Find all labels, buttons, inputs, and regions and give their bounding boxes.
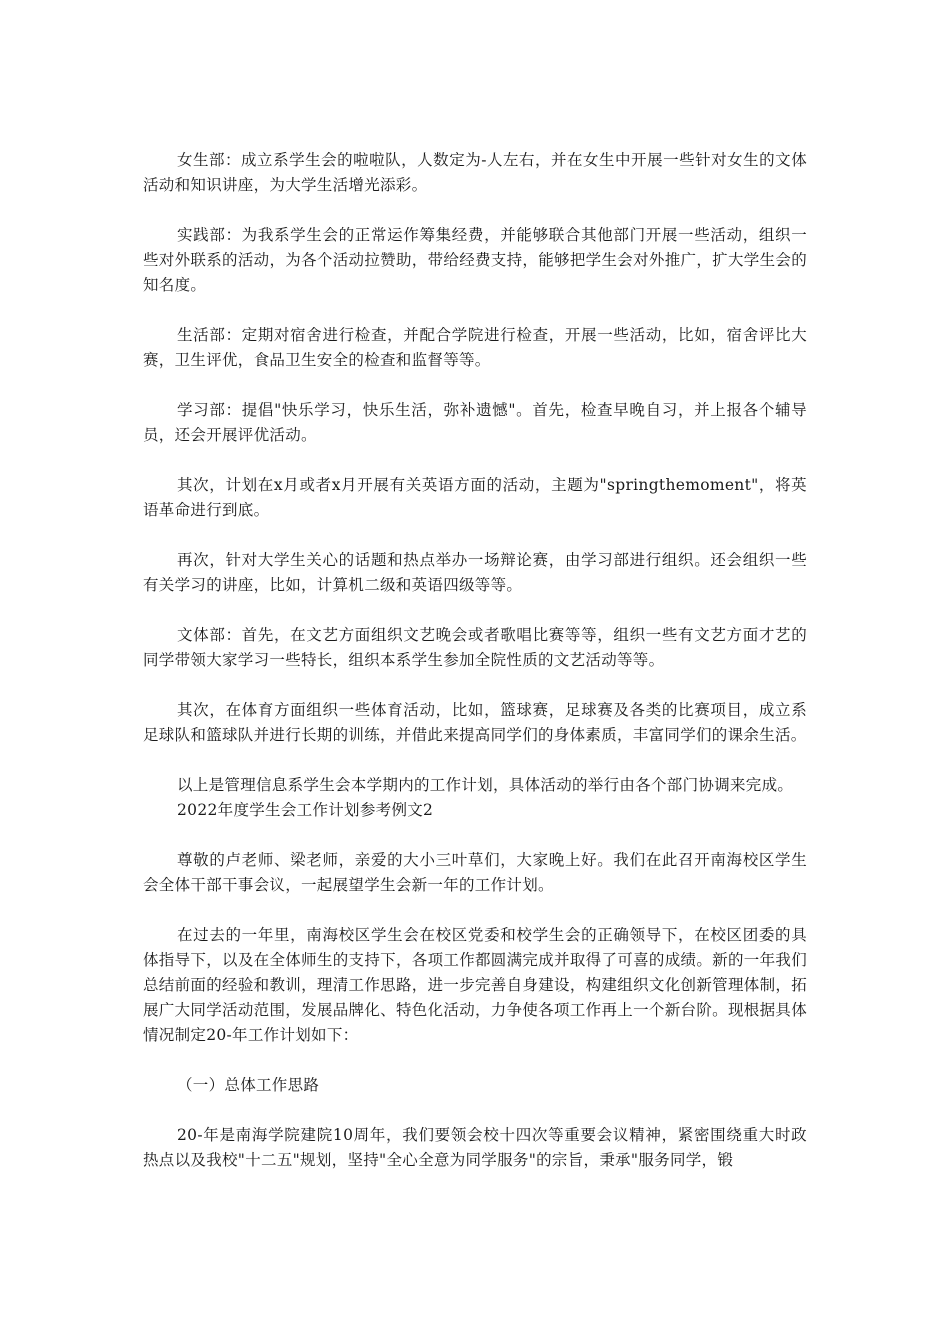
document-page — [143, 148, 807, 1173]
paragraph-review: 在过去的一年里，南海校区学生会在校区党委和校学生会的正确领导下，在校区团委的具体指导下，以及在全体师生的支持下，各项工作都圆满完成并取得了可喜的成绩。新的一年我们总结前面的经验和教训，理清工作思路，进一步完善自身建设，构建组织文化创新管理体制，拓展广大同学活动范围，发展品牌化、特色化活动，力争使各项工作再上一个新台阶。现根据具体情况制定20-年工作计划如下： — [143, 926, 807, 1044]
paragraph-practice-department: 实践部：为我系学生会的正常运作筹集经费，并能够联合其他部门开展一些活动，组织一些对外联系的活动，为各个活动拉赞助，带给经费支持，能够把学生会对外推广，扩大学生会的知名度。 — [143, 226, 807, 294]
section-heading-example-2: 2022年度学生会工作计划参考例文2 — [177, 801, 434, 819]
paragraph-arts-department: 文体部：首先，在文艺方面组织文艺晚会或者歌唱比赛等等，组织一些有文艺方面才艺的同学带领大家学习一些特长，组织本系学生参加全院性质的文艺活动等等。 — [143, 626, 807, 669]
paragraph-summary: 以上是管理信息系学生会本学期内的工作计划，具体活动的举行由各个部门协调来完成。 — [177, 776, 794, 794]
paragraph-study-department: 学习部：提倡"快乐学习，快乐生活，弥补遗憾"。首先，检查早晚自习，并上报各个辅导员，还会开展评优活动。 — [143, 401, 807, 444]
paragraph-anniversary: 20-年是南海学院建院10周年，我们要领会校十四次等重要会议精神，紧密围绕重大时政热点以及我校"十二五"规划，坚持"全心全意为同学服务"的宗旨，秉承"服务同学，锻 — [143, 1126, 807, 1169]
paragraph-debate: 再次，针对大学生关心的话题和热点举办一场辩论赛，由学习部进行组织。还会组织一些有关学习的讲座，比如，计算机二级和英语四级等等。 — [143, 551, 807, 594]
paragraph-life-department: 生活部：定期对宿舍进行检查，并配合学院进行检查，开展一些活动，比如，宿舍评比大赛，卫生评优，食品卫生安全的检查和监督等等。 — [143, 326, 807, 369]
paragraph-sports: 其次，在体育方面组织一些体育活动，比如，篮球赛，足球赛及各类的比赛项目，成立系足球队和篮球队并进行长期的训练，并借此来提高同学们的身体素质，丰富同学们的课余生活。 — [143, 701, 807, 744]
subheading-overall-approach: （一）总体工作思路 — [177, 1076, 320, 1094]
paragraph-english-activity: 其次，计划在x月或者x月开展有关英语方面的活动，主题为"springthemoment"，将英语革命进行到底。 — [143, 476, 807, 519]
paragraph-greeting: 尊敬的卢老师、梁老师，亲爱的大小三叶草们，大家晚上好。我们在此召开南海校区学生会全体干部干事会议，一起展望学生会新一年的工作计划。 — [143, 851, 807, 894]
paragraph-girls-department: 女生部：成立系学生会的啦啦队，人数定为-人左右，并在女生中开展一些针对女生的文体活动和知识讲座，为大学生活增光添彩。 — [143, 151, 807, 194]
